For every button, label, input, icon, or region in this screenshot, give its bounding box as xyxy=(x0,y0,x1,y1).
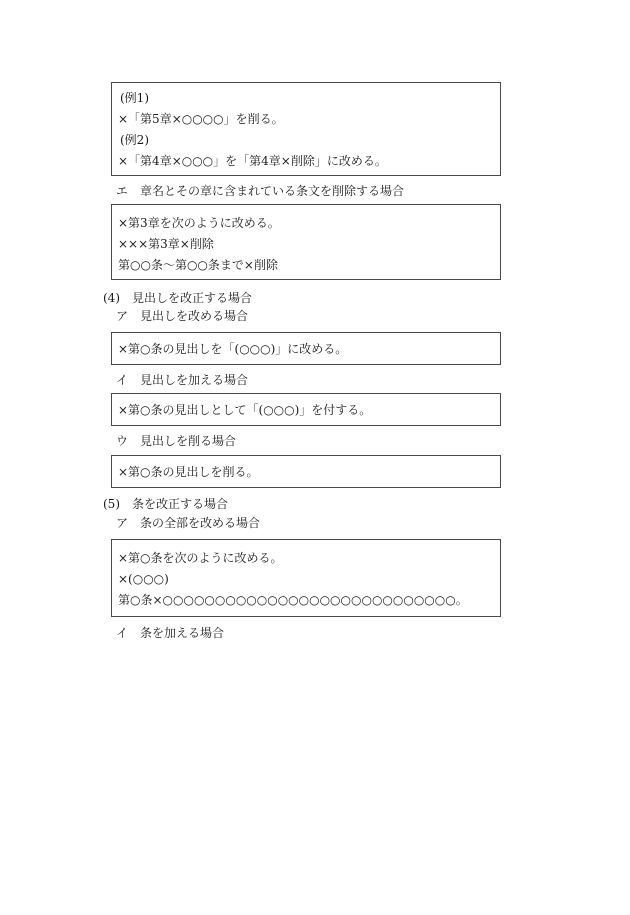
section-5-i-heading: イ 条を加える場合 xyxy=(116,626,225,640)
example-label-1: (例1) xyxy=(120,91,149,105)
section-4-i-heading: イ 見出しを加える場合 xyxy=(116,373,249,387)
section-5-a-box-line-2: ×(○○○) xyxy=(118,572,169,586)
heading-e: エ 章名とその章に含まれている条文を削除する場合 xyxy=(116,184,405,198)
section-5-a-box-line-3: 第○条×○○○○○○○○○○○○○○○○○○○○○○○○○○○○。 xyxy=(118,593,468,607)
box2-line-1: ×第3章を次のように改める。 xyxy=(118,216,280,230)
section-5-heading: (5) 条を改正する場合 xyxy=(103,497,228,511)
section-4-u-heading: ウ 見出しを削る場合 xyxy=(116,434,237,448)
section-4-u-box-text: ×第○条の見出しを削る。 xyxy=(118,465,259,479)
box2-line-2: ×××第3章×削除 xyxy=(118,237,214,251)
section-4-i-box-text: ×第○条の見出しとして「(○○○)」を付する。 xyxy=(118,403,372,417)
example-text-2: ×「第4章×○○○」を「第4章×削除」に改める。 xyxy=(118,154,387,168)
section-4-heading: (4) 見出しを改正する場合 xyxy=(103,291,252,305)
section-5-a-heading: ア 条の全部を改める場合 xyxy=(116,516,261,530)
box2-line-3: 第○○条〜第○○条まで×削除 xyxy=(118,258,278,272)
example-label-2: (例2) xyxy=(120,133,149,147)
section-4-a-box-text: ×第○条の見出しを「(○○○)」に改める。 xyxy=(118,342,348,356)
example-text-1: ×「第5章×○○○○」を削る。 xyxy=(118,112,284,126)
section-4-a-heading: ア 見出しを改める場合 xyxy=(116,309,249,323)
section-5-a-box-line-1: ×第○条を次のように改める。 xyxy=(118,551,283,565)
